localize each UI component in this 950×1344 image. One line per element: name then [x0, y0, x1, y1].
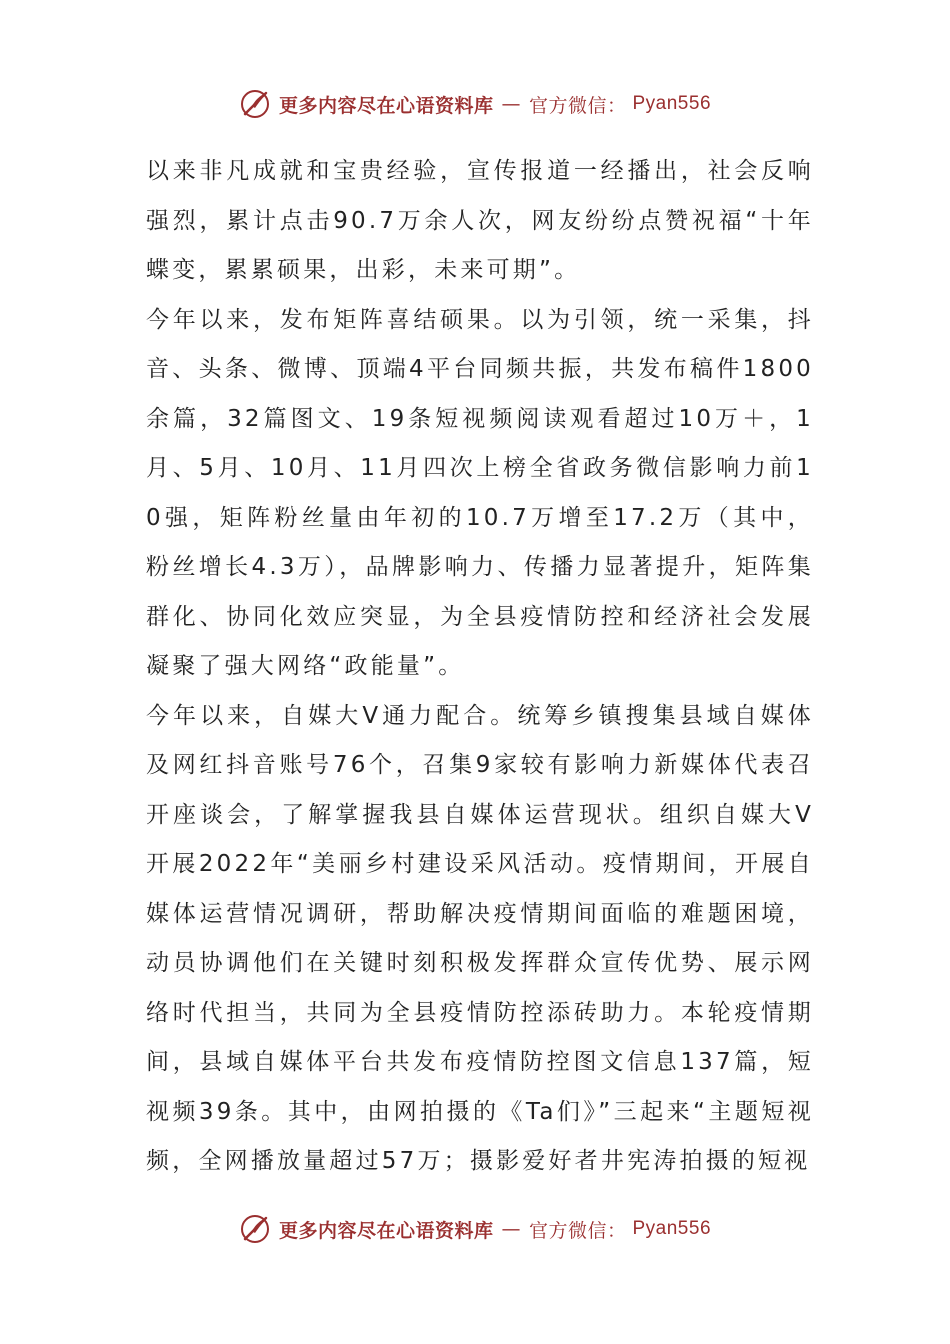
banner-separator: — [501, 93, 521, 115]
document-body [146, 147, 814, 1187]
wechat-handle: Pyan556 [632, 1218, 712, 1239]
paragraph-2: 今年以来，发布矩阵喜结硕果。以为引领，统一采集，抖音、头条、微博、顶端4平台同频共振，共发布稿件1800余篇，32篇图文、19条短视频阅读观看超过10万＋，1月、5月、10月、11月四次上榜全省政务微信影响力前10强，矩阵粉丝量由年初的10.7万增至17.2万（其中，粉丝增长4.3万），品牌影响力、传播力显著提升，矩阵集群化、协同化效应突显，为全县疫情防控和经济社会发展凝聚了强大网络“政能量”。 [146, 306, 814, 679]
paragraph-3: 今年以来，自媒大V通力配合。统筹乡镇搜集县域自媒体及网红抖音账号76个，召集9家较有影响力新媒体代表召开座谈会，了解掌握我县自媒体运营现状。组织自媒大V开展2022年“美丽乡村建设采风活动。疫情期间，开展自媒体运营情况调研，帮助解决疫情期间面临的难题困境，动员协调他们在关键时刻积极发挥群众宣传优势、展示网络时代担当，共同为全县疫情防控添砖助力。本轮疫情期间，县域自媒体平台共发布疫情防控图文信息137篇，短视频39条。其中，由网拍摄的《Ta们》”三起来“主题短视频，全网播放量超过57万；摄影爱好者井宪涛拍摄的短视 [146, 702, 814, 1174]
quill-logo-icon [239, 87, 273, 121]
brand-text: 更多内容尽在心语资料库 [278, 1219, 494, 1242]
header-banner [0, 84, 950, 124]
banner-separator: — [501, 1218, 521, 1240]
footer-banner [0, 1209, 950, 1249]
paragraph-1: 以来非凡成就和宝贵经验，宣传报道一经播出，社会反响强烈，累计点击90.7万余人次，网友纷纷点赞祝福“十年蝶变，累累硕果，出彩，未来可期”。 [146, 158, 814, 283]
wechat-handle: Pyan556 [632, 93, 712, 114]
quill-logo-icon [239, 1212, 273, 1246]
wechat-label: 官方微信： [528, 1219, 627, 1242]
wechat-label: 官方微信： [528, 94, 627, 117]
brand-text: 更多内容尽在心语资料库 [278, 94, 494, 117]
